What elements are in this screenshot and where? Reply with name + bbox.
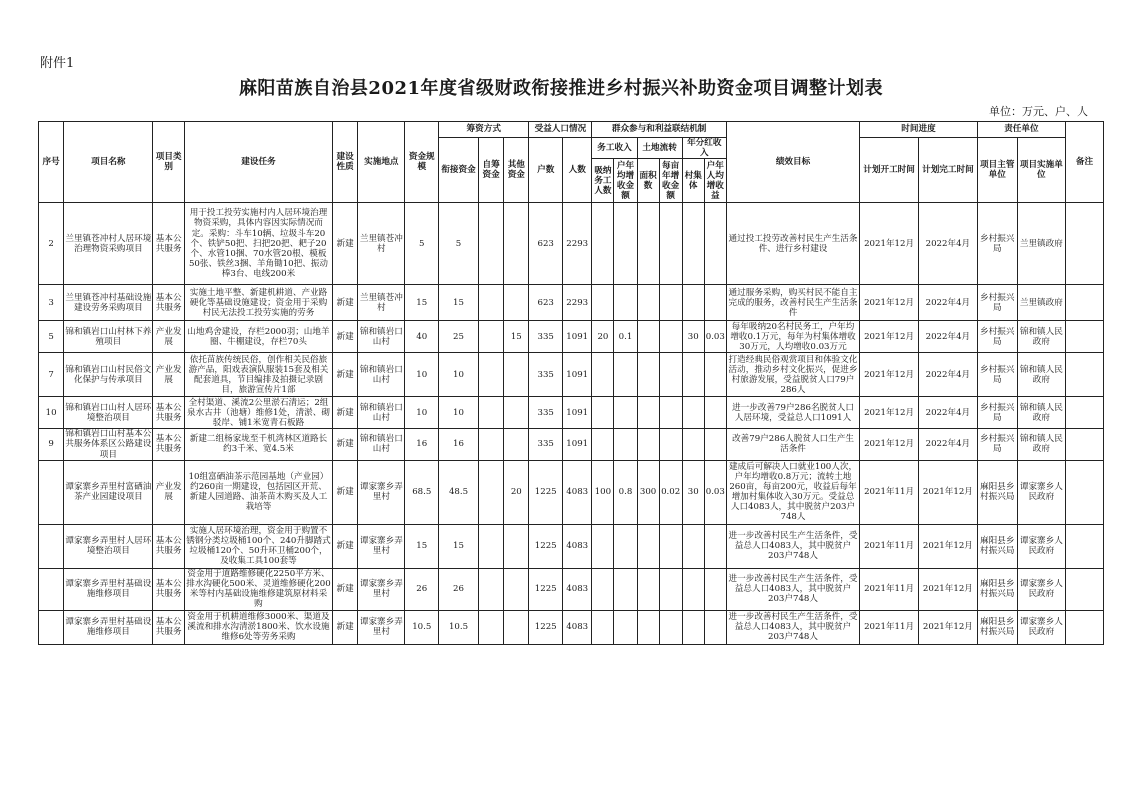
- cell-other-fund: [504, 353, 529, 397]
- header-dividend: 年分红收入: [682, 138, 726, 159]
- table-row: [39, 568, 1104, 610]
- header-fund-link: 衔接资金: [439, 138, 479, 203]
- cell-persons: 4083: [563, 524, 592, 568]
- cell-category: 基本公共服务: [153, 397, 185, 429]
- cell-dept: 乡村振兴局: [977, 321, 1017, 353]
- cell-end: 2021年12月: [918, 568, 977, 610]
- cell-area: [637, 397, 659, 429]
- cell-dept: 乡村振兴局: [977, 353, 1017, 397]
- cell-task: 10组富硒油茶示范园基地（产业园）约260亩一期建设，包括园区开荒、新建人园道路、油茶苗木购买及人工栽培等: [184, 460, 332, 524]
- cell-mu-income: 0.02: [659, 460, 682, 524]
- cell-impl-unit: 锦和镇人民政府: [1017, 429, 1065, 460]
- cell-goal: 进一步改善村民生产生活条件，受益总人口4083人，其中脱贫户203户748人: [726, 524, 859, 568]
- cell-area: [637, 353, 659, 397]
- cell-persons: 4083: [563, 610, 592, 644]
- table-row: [39, 285, 1104, 321]
- cell-task: 依托苗族传统民俗，创作相关民俗旅游产品，阳戏表演队服装15套及相关配套道具，节目编排及拍摄记录剧目，旅游宣传片1部: [184, 353, 332, 397]
- cell-seq: [39, 524, 64, 568]
- cell-village-collective: 30: [682, 321, 704, 353]
- cell-category: 基本公共服务: [153, 285, 185, 321]
- cell-fund-link: 15: [439, 524, 479, 568]
- header-dept: 项目主管单位: [977, 138, 1017, 203]
- cell-scale: 40: [405, 321, 439, 353]
- cell-dept: 麻阳县乡村振兴局: [977, 610, 1017, 644]
- header-end: 计划完工时间: [918, 138, 977, 203]
- cell-absorb-labor: [592, 524, 614, 568]
- cell-location: 谭家寨乡弄里村: [358, 460, 405, 524]
- cell-mu-income: [659, 610, 682, 644]
- cell-name: 谭家寨乡弄里村人居环境整治项目: [64, 524, 153, 568]
- cell-mu-income: [659, 429, 682, 460]
- cell-hh-avg-income: 0.03: [704, 321, 726, 353]
- cell-self-fund: [478, 203, 503, 285]
- cell-mu-income: [659, 203, 682, 285]
- header-name: 项目名称: [64, 122, 153, 203]
- cell-households: 335: [529, 353, 563, 397]
- cell-task: 新建二组杨家垅至千机湾林区道路长约3千米、宽4.5米: [184, 429, 332, 460]
- cell-village-collective: [682, 285, 704, 321]
- cell-remark: [1066, 568, 1104, 610]
- cell-category: 基本公共服务: [153, 610, 185, 644]
- cell-village-collective: [682, 397, 704, 429]
- cell-nature: 新建: [333, 568, 358, 610]
- cell-start: 2021年12月: [860, 397, 919, 429]
- cell-name: 兰里镇苍冲村人居环境治理物资采购项目: [64, 203, 153, 285]
- cell-fund-link: 10: [439, 353, 479, 397]
- cell-scale: 10.5: [405, 610, 439, 644]
- cell-goal: 通过服务采购，购买村民不能自主完成的服务，改善村民生产生活条件: [726, 285, 859, 321]
- cell-start: 2021年12月: [860, 203, 919, 285]
- cell-impl-unit: 谭家寨乡人民政府: [1017, 568, 1065, 610]
- table-row: [39, 429, 1104, 460]
- header-schedule: 时间进度: [860, 122, 978, 138]
- cell-dept: 乡村振兴局: [977, 429, 1017, 460]
- table-body: [39, 203, 1104, 644]
- cell-other-fund: [504, 285, 529, 321]
- cell-impl-unit: 兰里镇政府: [1017, 285, 1065, 321]
- cell-village-collective: [682, 610, 704, 644]
- table-row: [39, 460, 1104, 524]
- cell-persons: 4083: [563, 568, 592, 610]
- cell-scale: 10: [405, 397, 439, 429]
- cell-nature: 新建: [333, 429, 358, 460]
- cell-remark: [1066, 321, 1104, 353]
- cell-remark: [1066, 397, 1104, 429]
- cell-persons: 1091: [563, 353, 592, 397]
- cell-goal: 进一步改善村民生产生活条件，受益总人口4083人，其中脱贫户203户748人: [726, 610, 859, 644]
- cell-scale: 5: [405, 203, 439, 285]
- attachment-label: 附件1: [40, 56, 75, 71]
- cell-seq: [39, 568, 64, 610]
- cell-avg-income: 0.8: [614, 460, 637, 524]
- header-funding: 筹资方式: [439, 122, 529, 138]
- cell-location: 谭家寨乡弄里村: [358, 524, 405, 568]
- cell-dept: 麻阳县乡村振兴局: [977, 524, 1017, 568]
- cell-avg-income: 0.1: [614, 321, 637, 353]
- cell-scale: 26: [405, 568, 439, 610]
- cell-name: 谭家寨乡弄里村基础设施维修项目: [64, 568, 153, 610]
- cell-avg-income: [614, 353, 637, 397]
- cell-category: 基本公共服务: [153, 429, 185, 460]
- header-start: 计划开工时间: [860, 138, 919, 203]
- cell-self-fund: [478, 397, 503, 429]
- cell-mu-income: [659, 353, 682, 397]
- cell-start: 2021年11月: [860, 524, 919, 568]
- cell-households: 1225: [529, 610, 563, 644]
- cell-location: 兰里镇苍冲村: [358, 203, 405, 285]
- cell-name: 锦和镇岩口山村民俗文化保护与传承项目: [64, 353, 153, 397]
- cell-end: 2022年4月: [918, 353, 977, 397]
- cell-goal: 进一步改善村民生产生活条件，受益总人口4083人，其中脱贫户203户748人: [726, 568, 859, 610]
- cell-start: 2021年12月: [860, 285, 919, 321]
- cell-end: 2021年12月: [918, 460, 977, 524]
- cell-dept: 乡村振兴局: [977, 397, 1017, 429]
- cell-persons: 2293: [563, 285, 592, 321]
- cell-avg-income: [614, 285, 637, 321]
- cell-other-fund: [504, 610, 529, 644]
- cell-hh-avg-income: [704, 285, 726, 321]
- cell-impl-unit: 锦和镇人民政府: [1017, 353, 1065, 397]
- header-seq: 序号: [39, 122, 64, 203]
- cell-other-fund: [504, 568, 529, 610]
- header-goal: 绩效目标: [726, 122, 859, 203]
- cell-avg-income: [614, 429, 637, 460]
- cell-persons: 1091: [563, 397, 592, 429]
- header-mu-income: 每亩年增收金额: [659, 159, 682, 203]
- cell-nature: 新建: [333, 285, 358, 321]
- header-responsible: 责任单位: [977, 122, 1065, 138]
- cell-fund-link: 48.5: [439, 460, 479, 524]
- cell-other-fund: [504, 397, 529, 429]
- cell-hh-avg-income: [704, 203, 726, 285]
- cell-nature: 新建: [333, 397, 358, 429]
- cell-end: 2022年4月: [918, 397, 977, 429]
- cell-category: 产业发展: [153, 353, 185, 397]
- cell-fund-link: 10.5: [439, 610, 479, 644]
- cell-nature: 新建: [333, 321, 358, 353]
- cell-location: 兰里镇苍冲村: [358, 285, 405, 321]
- cell-area: [637, 285, 659, 321]
- cell-absorb-labor: [592, 203, 614, 285]
- cell-goal: 通过投工投劳改善村民生产生活条件、进行乡村建设: [726, 203, 859, 285]
- header-village-collective: 村集体: [682, 159, 704, 203]
- cell-avg-income: [614, 524, 637, 568]
- cell-task: 全村渠道、溪流2公里淤石清运；2组泉水古井（池塘）维修1处，清淤、砌驳岸、铺1米宽青石板路: [184, 397, 332, 429]
- project-table: [38, 121, 1104, 645]
- cell-goal: 打造经典民俗观赏项目和体验文化活动，推动乡村文化振兴，促进乡村旅游发展，受益脱贫人口79户286人: [726, 353, 859, 397]
- cell-absorb-labor: [592, 568, 614, 610]
- cell-end: 2022年4月: [918, 203, 977, 285]
- cell-avg-income: [614, 397, 637, 429]
- header-beneficiary: 受益人口情况: [529, 122, 592, 138]
- cell-self-fund: [478, 460, 503, 524]
- cell-name: 谭家寨乡弄里村富硒油茶产业园建设项目: [64, 460, 153, 524]
- cell-other-fund: [504, 429, 529, 460]
- cell-goal: 建成后可解决人口就业100人次，户年均增收0.8万元；流转土地260亩，每亩200元，收益后每年增加村集体收入30万元。受益总人口4083人，其中脱贫户203户748人: [726, 460, 859, 524]
- cell-village-collective: [682, 429, 704, 460]
- cell-name: 锦和镇岩口山村林下养殖项目: [64, 321, 153, 353]
- cell-fund-link: 5: [439, 203, 479, 285]
- cell-hh-avg-income: [704, 429, 726, 460]
- page-title: 麻阳苗族自治县2021年度省级财政衔接推进乡村振兴补助资金项目调整计划表: [238, 78, 884, 99]
- cell-start: 2021年11月: [860, 568, 919, 610]
- table-row: [39, 397, 1104, 429]
- cell-seq: 3: [39, 285, 64, 321]
- cell-impl-unit: 谭家寨乡人民政府: [1017, 524, 1065, 568]
- cell-area: [637, 429, 659, 460]
- cell-location: 锦和镇岩口山村: [358, 397, 405, 429]
- cell-seq: 2: [39, 203, 64, 285]
- cell-households: 1225: [529, 460, 563, 524]
- cell-hh-avg-income: [704, 568, 726, 610]
- cell-start: 2021年12月: [860, 353, 919, 397]
- cell-remark: [1066, 524, 1104, 568]
- header-category: 项目类别: [153, 122, 185, 203]
- cell-nature: 新建: [333, 460, 358, 524]
- cell-end: 2021年12月: [918, 524, 977, 568]
- cell-start: 2021年12月: [860, 321, 919, 353]
- cell-location: 谭家寨乡弄里村: [358, 568, 405, 610]
- cell-avg-income: [614, 203, 637, 285]
- header-other-fund: 其他资金: [504, 138, 529, 203]
- cell-goal: 改善79户286人脱贫人口生产生活条件: [726, 429, 859, 460]
- cell-hh-avg-income: [704, 524, 726, 568]
- cell-scale: 15: [405, 524, 439, 568]
- cell-impl-unit: 兰里镇政府: [1017, 203, 1065, 285]
- cell-goal: 每年吸纳20名村民务工，户年均增收0.1万元，每年为村集体增收30万元，人均增收0.03万元: [726, 321, 859, 353]
- header-nature: 建设性质: [333, 122, 358, 203]
- cell-nature: 新建: [333, 353, 358, 397]
- header-task: 建设任务: [184, 122, 332, 203]
- cell-fund-link: 10: [439, 397, 479, 429]
- cell-mu-income: [659, 285, 682, 321]
- cell-dept: 麻阳县乡村振兴局: [977, 460, 1017, 524]
- cell-nature: 新建: [333, 610, 358, 644]
- cell-mu-income: [659, 568, 682, 610]
- header-participation: 群众参与和利益联结机制: [592, 122, 726, 138]
- cell-village-collective: [682, 524, 704, 568]
- cell-location: 谭家寨乡弄里村: [358, 610, 405, 644]
- cell-task: 实施土地平整、新建机耕道、产业路硬化等基础设施建设；资金用于采购村民无法投工投劳实施的劳务: [184, 285, 332, 321]
- cell-other-fund: 15: [504, 321, 529, 353]
- cell-households: 623: [529, 285, 563, 321]
- header-area: 面积数: [637, 159, 659, 203]
- cell-scale: 68.5: [405, 460, 439, 524]
- cell-task: 山地鸡舍建设，存栏2000羽；山地羊圈、牛棚建设，存栏70头: [184, 321, 332, 353]
- cell-location: 锦和镇岩口山村: [358, 321, 405, 353]
- header-absorb-labor: 吸纳务工人数: [592, 159, 614, 203]
- cell-seq: 9: [39, 429, 64, 460]
- cell-remark: [1066, 429, 1104, 460]
- cell-area: [637, 321, 659, 353]
- cell-name: 锦和镇岩口山村基本公共服务体系区公路建设项目: [65, 429, 152, 460]
- cell-self-fund: [478, 285, 503, 321]
- cell-households: 623: [529, 203, 563, 285]
- cell-fund-link: 26: [439, 568, 479, 610]
- cell-dept: 麻阳县乡村振兴局: [977, 568, 1017, 610]
- cell-other-fund: [504, 203, 529, 285]
- cell-task: 用于投工投劳实施村内人居环境治理物资采购，具体内容因实际情况而定。采购：斗车10辆、垃圾斗车20个、铁铲50把、扫把20把、耙子20个、水管10捆、70水管20根、模板50张、铁丝3捆、羊角锄10把、振动棒3台、电线200米: [184, 203, 332, 285]
- header-land-transfer: 土地流转: [637, 138, 682, 159]
- cell-start: 2021年11月: [860, 460, 919, 524]
- cell-avg-income: [614, 568, 637, 610]
- cell-persons: 4083: [563, 460, 592, 524]
- header-labor-income: 务工收入: [592, 138, 637, 159]
- cell-self-fund: [478, 353, 503, 397]
- cell-name: 锦和镇岩口山村人居环境整治项目: [64, 397, 153, 429]
- cell-area: [637, 610, 659, 644]
- cell-impl-unit: 锦和镇人民政府: [1017, 321, 1065, 353]
- cell-households: 335: [529, 429, 563, 460]
- cell-absorb-labor: [592, 429, 614, 460]
- cell-mu-income: [659, 524, 682, 568]
- cell-hh-avg-income: [704, 397, 726, 429]
- cell-area: [637, 568, 659, 610]
- table-row: [39, 353, 1104, 397]
- cell-self-fund: [478, 429, 503, 460]
- cell-remark: [1066, 353, 1104, 397]
- cell-households: 1225: [529, 524, 563, 568]
- cell-area: [637, 524, 659, 568]
- cell-seq: 5: [39, 321, 64, 353]
- cell-seq: [39, 610, 64, 644]
- cell-hh-avg-income: [704, 353, 726, 397]
- cell-name: 谭家寨乡弄里村基础设施维修项目: [64, 610, 153, 644]
- cell-absorb-labor: [592, 610, 614, 644]
- header-persons: 人数: [563, 138, 592, 203]
- cell-task: 资金用于机耕道维修3000米、渠道及溪流和排水沟清淤1800米、饮水设施维修6处等劳务采购: [184, 610, 332, 644]
- cell-other-fund: [504, 524, 529, 568]
- cell-start: 2021年12月: [860, 429, 919, 460]
- cell-other-fund: 20: [504, 460, 529, 524]
- cell-scale: 10: [405, 353, 439, 397]
- cell-fund-link: 15: [439, 285, 479, 321]
- cell-households: 335: [529, 321, 563, 353]
- cell-impl-unit: 锦和镇人民政府: [1017, 397, 1065, 429]
- cell-end: 2021年12月: [918, 610, 977, 644]
- cell-village-collective: [682, 203, 704, 285]
- cell-scale: 15: [405, 285, 439, 321]
- header-impl-unit: 项目实施单位: [1017, 138, 1065, 203]
- cell-households: 1225: [529, 568, 563, 610]
- table-row: [39, 610, 1104, 644]
- cell-remark: [1066, 460, 1104, 524]
- cell-fund-link: 16: [439, 429, 479, 460]
- cell-mu-income: [659, 321, 682, 353]
- cell-category: 基本公共服务: [153, 524, 185, 568]
- table-row: [39, 524, 1104, 568]
- cell-impl-unit: 谭家寨乡人民政府: [1017, 610, 1065, 644]
- header-self-fund: 自筹资金: [478, 138, 503, 203]
- cell-remark: [1066, 285, 1104, 321]
- cell-absorb-labor: [592, 285, 614, 321]
- cell-hh-avg-income: 0.03: [704, 460, 726, 524]
- cell-absorb-labor: 20: [592, 321, 614, 353]
- cell-remark: [1066, 610, 1104, 644]
- cell-persons: 1091: [563, 429, 592, 460]
- cell-absorb-labor: [592, 353, 614, 397]
- cell-nature: 新建: [333, 203, 358, 285]
- cell-hh-avg-income: [704, 610, 726, 644]
- cell-dept: 乡村振兴局: [977, 285, 1017, 321]
- cell-category: 产业发展: [153, 460, 185, 524]
- header-avg-income: 户年均增收金额: [614, 159, 637, 203]
- header-hh-avg-income: 户年人均增收益: [704, 159, 726, 203]
- cell-self-fund: [478, 610, 503, 644]
- cell-location: 锦和镇岩口山村: [358, 353, 405, 397]
- cell-remark: [1066, 203, 1104, 285]
- unit-label: 单位：万元、户、人: [989, 105, 1088, 118]
- cell-seq: [39, 460, 64, 524]
- cell-fund-link: 25: [439, 321, 479, 353]
- cell-end: 2022年4月: [918, 321, 977, 353]
- cell-persons: 2293: [563, 203, 592, 285]
- cell-impl-unit: 谭家寨乡人民政府: [1017, 460, 1065, 524]
- cell-end: 2022年4月: [918, 429, 977, 460]
- cell-village-collective: 30: [682, 460, 704, 524]
- cell-dept: 乡村振兴局: [977, 203, 1017, 285]
- cell-scale: 16: [405, 429, 439, 460]
- cell-area: 300: [637, 460, 659, 524]
- cell-category: 基本公共服务: [153, 568, 185, 610]
- header-remark: 备注: [1066, 122, 1104, 203]
- cell-location: 锦和镇岩口山村: [358, 429, 405, 460]
- cell-self-fund: [478, 568, 503, 610]
- cell-self-fund: [478, 321, 503, 353]
- cell-area: [637, 203, 659, 285]
- cell-category: 产业发展: [153, 321, 185, 353]
- table-row: [39, 321, 1104, 353]
- cell-task: 实施人居环境治理，资金用于购置不锈钢分类垃圾桶100个、240升脚踏式垃圾桶120个、50升环卫桶200个，及收集工具100套等: [186, 525, 331, 567]
- cell-goal: 进一步改善79户286名脱贫人口人居环境，受益总人口1091人: [726, 397, 859, 429]
- cell-village-collective: [682, 568, 704, 610]
- header-scale: 资金规模: [405, 122, 439, 203]
- cell-seq: 10: [39, 397, 64, 429]
- table-row: [39, 203, 1104, 285]
- cell-absorb-labor: 100: [592, 460, 614, 524]
- cell-start: 2021年11月: [860, 610, 919, 644]
- header-households: 户数: [529, 138, 563, 203]
- header-location: 实施地点: [358, 122, 405, 203]
- cell-avg-income: [614, 610, 637, 644]
- cell-absorb-labor: [592, 397, 614, 429]
- cell-persons: 1091: [563, 321, 592, 353]
- cell-seq: 7: [39, 353, 64, 397]
- cell-self-fund: [478, 524, 503, 568]
- cell-mu-income: [659, 397, 682, 429]
- cell-households: 335: [529, 397, 563, 429]
- cell-task: 资金用于道路维修硬化2250平方米、排水沟硬化500米、灵道维修硬化200米等村内基础设施维修建筑原材料采购: [186, 568, 331, 610]
- cell-name: 兰里镇苍冲村基础设施建设劳务采购项目: [64, 285, 153, 321]
- cell-category: 基本公共服务: [153, 203, 185, 285]
- cell-end: 2022年4月: [918, 285, 977, 321]
- cell-village-collective: [682, 353, 704, 397]
- cell-nature: 新建: [333, 524, 358, 568]
